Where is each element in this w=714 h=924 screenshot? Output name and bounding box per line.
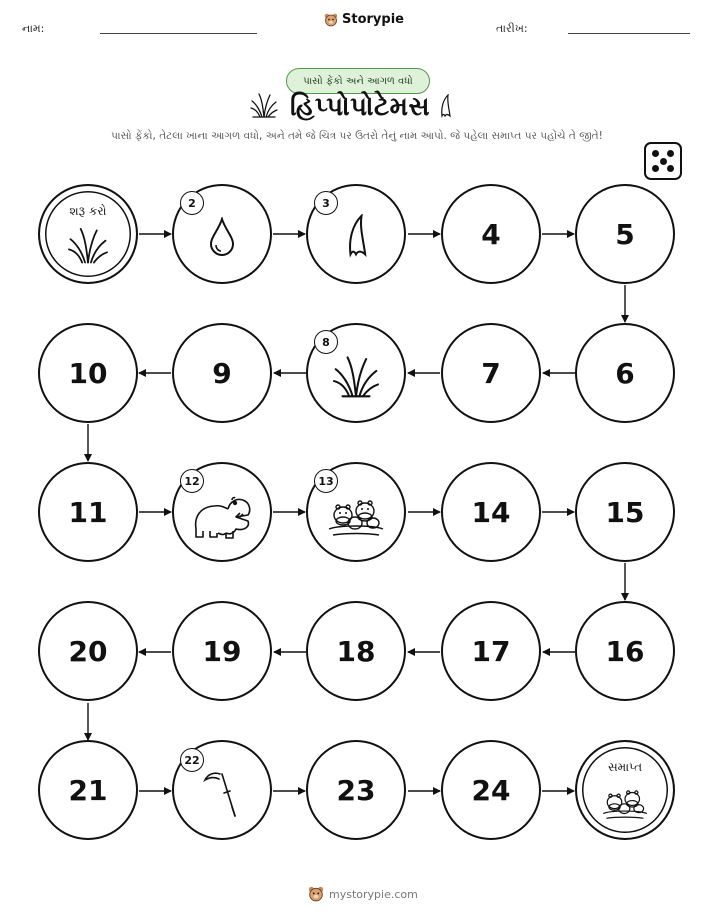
board-cell-24[interactable]: [441, 740, 541, 840]
grass-icon: [331, 354, 381, 398]
hippo-family-icon: [600, 784, 650, 822]
start-cell[interactable]: [38, 184, 138, 284]
hippo-icon: [190, 491, 254, 541]
bear-icon: [308, 886, 324, 902]
cell-number: 4: [481, 217, 501, 251]
cell-number: 24: [471, 773, 511, 807]
cell-number-badge: 2: [180, 191, 204, 215]
cell-number: 21: [68, 773, 108, 807]
cell-number: 16: [605, 634, 645, 668]
finish-label: સમાપ્ત: [607, 760, 643, 774]
cell-number-badge: 12: [180, 469, 204, 493]
board-cell-18[interactable]: [306, 601, 406, 701]
instructions: પાસો ફેંકો, તેટલા ખાના આગળ વધો, અને તમે જે ચિત્ર પર ઉતરો તેનું નામ આપો. જે પહેલા સમાપ્ત પર પહોંચે તે જીતે!: [111, 130, 603, 142]
board-cell-23[interactable]: [306, 740, 406, 840]
cell-number: 14: [471, 495, 511, 529]
footer: [308, 886, 418, 902]
board-cell-14[interactable]: [441, 462, 541, 562]
grass-icon: [66, 226, 110, 264]
board-cell-15[interactable]: [575, 462, 675, 562]
board-cell-6[interactable]: [575, 323, 675, 423]
cell-number: 19: [202, 634, 242, 668]
finish-cell[interactable]: [575, 740, 675, 840]
date-label: તારીખ:: [496, 22, 528, 35]
cell-number: 10: [68, 356, 108, 390]
brand-name: Storypie: [342, 12, 404, 27]
water-drop-icon: [207, 217, 237, 257]
board-cell-4[interactable]: [441, 184, 541, 284]
tooth-icon: [343, 214, 369, 258]
cell-number: 6: [615, 356, 635, 390]
page-title: હિપ્પોપોટેમસ: [290, 92, 431, 122]
board-cell-11[interactable]: [38, 462, 138, 562]
board-cell-9[interactable]: [172, 323, 272, 423]
name-label: નામ:: [22, 22, 45, 35]
board-cell-19[interactable]: [172, 601, 272, 701]
cell-number: 5: [615, 217, 635, 251]
board-cell-20[interactable]: [38, 601, 138, 701]
cell-number-badge: 8: [314, 330, 338, 354]
board-cell-17[interactable]: [441, 601, 541, 701]
board-cell-10[interactable]: [38, 323, 138, 423]
footer-site[interactable]: mystorypie.com: [329, 887, 418, 901]
cell-number: 17: [471, 634, 511, 668]
cell-number-badge: 22: [180, 748, 204, 772]
cell-number: 18: [336, 634, 376, 668]
cell-number: 9: [212, 356, 232, 390]
board-cell-21[interactable]: [38, 740, 138, 840]
board-cell-16[interactable]: [575, 601, 675, 701]
hippo-family-icon: [325, 493, 387, 539]
scythe-icon: [202, 766, 242, 820]
cell-number: 11: [68, 495, 108, 529]
cell-number: 7: [481, 356, 501, 390]
cell-number: 23: [336, 773, 376, 807]
start-label: શરૂ કરો: [69, 204, 107, 218]
cell-number-badge: 13: [314, 469, 338, 493]
cell-number-badge: 3: [314, 191, 338, 215]
cell-number: 15: [605, 495, 645, 529]
cell-number: 20: [68, 634, 108, 668]
subtitle-pill: પાસો ફેંકો અને આગળ વધો: [286, 68, 430, 94]
board-cell-7[interactable]: [441, 323, 541, 423]
board-cell-5[interactable]: [575, 184, 675, 284]
